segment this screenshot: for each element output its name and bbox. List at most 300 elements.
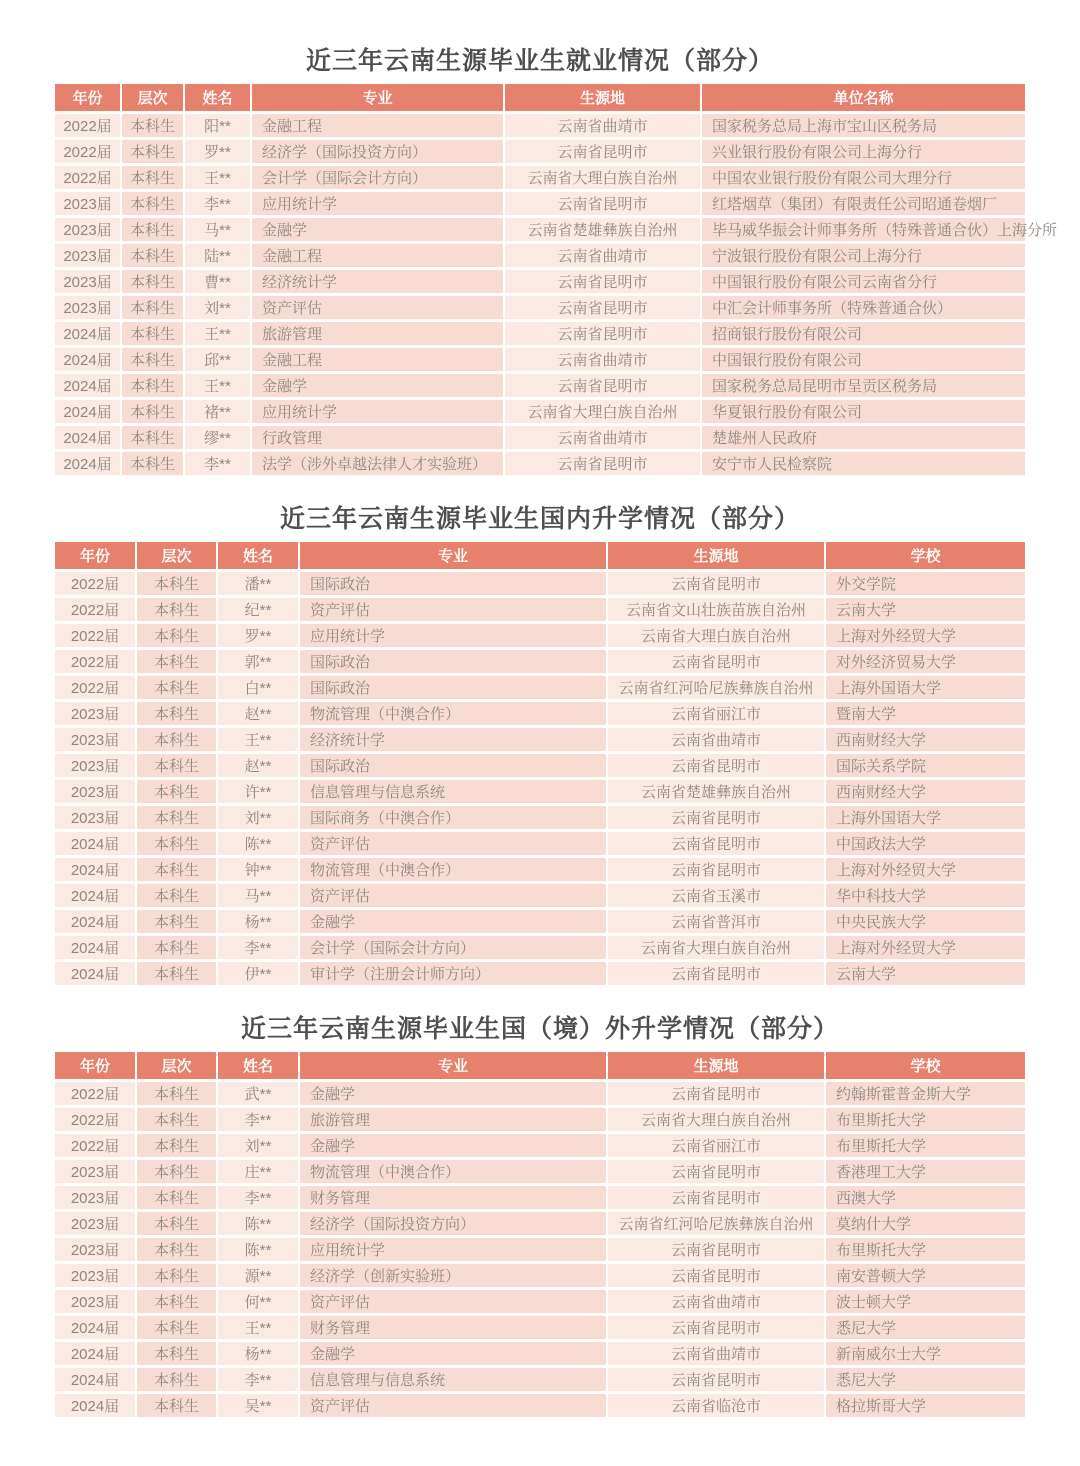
table-cell: 2023届 [55, 192, 122, 218]
table-cell: 云南省曲靖市 [608, 1342, 826, 1368]
table-cell: 云南省大理白族自治州 [608, 624, 826, 650]
table-cell: 金融学 [300, 1342, 608, 1368]
table-cell: 云南大学 [826, 598, 1025, 624]
table-cell: 陈** [218, 1238, 300, 1264]
table-cell: 本科生 [137, 754, 218, 780]
table-cell: 云南省昆明市 [608, 832, 826, 858]
table-row [55, 322, 1025, 348]
table-cell: 陆** [185, 244, 252, 270]
table-cell: 国际关系学院 [826, 754, 1025, 780]
table-cell: 2024届 [55, 348, 122, 374]
table-cell: 2022届 [55, 1108, 137, 1134]
table-cell: 本科生 [137, 832, 218, 858]
table-row [55, 348, 1025, 374]
table-cell: 西南财经大学 [826, 780, 1025, 806]
table-cell: 本科生 [122, 218, 185, 244]
table-cell: 2024届 [55, 322, 122, 348]
table-cell: 会计学（国际会计方向） [300, 936, 608, 962]
table-cell: 本科生 [122, 400, 185, 426]
table-row [55, 374, 1025, 400]
table-cell: 2022届 [55, 140, 122, 166]
table-cell: 2023届 [55, 728, 137, 754]
table-cell: 本科生 [122, 192, 185, 218]
table-cell: 本科生 [122, 296, 185, 322]
table-cell: 云南省普洱市 [608, 910, 826, 936]
table-cell: 王** [218, 1316, 300, 1342]
table-cell: 资产评估 [300, 598, 608, 624]
table-cell: 本科生 [122, 270, 185, 296]
table-cell: 应用统计学 [300, 1238, 608, 1264]
table-cell: 2024届 [55, 936, 137, 962]
table-row [55, 832, 1025, 858]
table-cell: 金融工程 [252, 244, 505, 270]
table-cell: 本科生 [137, 1082, 218, 1108]
table-cell: 王** [218, 728, 300, 754]
table-cell: 刘** [185, 296, 252, 322]
table-row [55, 426, 1025, 452]
column-header: 专业 [300, 542, 608, 572]
column-header: 专业 [300, 1052, 608, 1082]
table-row [55, 728, 1025, 754]
table-cell: 王** [185, 166, 252, 192]
table-cell: 曹** [185, 270, 252, 296]
table-cell: 2024届 [55, 884, 137, 910]
table-cell: 云南省昆明市 [608, 1186, 826, 1212]
table-row [55, 1368, 1025, 1394]
table-cell: 华中科技大学 [826, 884, 1025, 910]
table-cell: 国家税务总局昆明市呈贡区税务局 [702, 374, 1025, 400]
table-cell: 云南省昆明市 [505, 374, 702, 400]
table-cell: 对外经济贸易大学 [826, 650, 1025, 676]
header-row [55, 1052, 1025, 1082]
table-cell: 本科生 [137, 936, 218, 962]
table-cell: 本科生 [137, 780, 218, 806]
table-cell: 2023届 [55, 218, 122, 244]
table-cell: 本科生 [137, 624, 218, 650]
table-cell: 2022届 [55, 676, 137, 702]
table-cell: 云南省昆明市 [608, 806, 826, 832]
table-cell: 本科生 [137, 650, 218, 676]
table-cell: 2023届 [55, 1264, 137, 1290]
table-cell: 2022届 [55, 572, 137, 598]
overseas-study-section [55, 1012, 1025, 1420]
table-cell: 云南省昆明市 [505, 270, 702, 296]
table-cell: 本科生 [122, 348, 185, 374]
table-cell: 罗** [218, 624, 300, 650]
table-cell: 兴业银行股份有限公司上海分行 [702, 140, 1025, 166]
table-cell: 云南省大理白族自治州 [608, 1108, 826, 1134]
table-cell: 信息管理与信息系统 [300, 780, 608, 806]
table-cell: 本科生 [122, 140, 185, 166]
table-cell: 云南省曲靖市 [608, 728, 826, 754]
table-cell: 本科生 [137, 884, 218, 910]
table-cell: 2024届 [55, 1394, 137, 1420]
table-cell: 金融学 [252, 374, 505, 400]
table-row [55, 218, 1025, 244]
table-cell: 本科生 [137, 1342, 218, 1368]
table-row [55, 1342, 1025, 1368]
table-cell: 云南省文山壮族苗族自治州 [608, 598, 826, 624]
table-cell: 云南省昆明市 [608, 1082, 826, 1108]
table-cell: 旅游管理 [252, 322, 505, 348]
table-row [55, 624, 1025, 650]
table-cell: 潘** [218, 572, 300, 598]
table-cell: 毕马威华振会计师事务所（特殊普通合伙）上海分所 [702, 218, 1025, 244]
table-row [55, 858, 1025, 884]
table-cell: 香港理工大学 [826, 1160, 1025, 1186]
table-cell: 上海对外经贸大学 [826, 858, 1025, 884]
table-cell: 2022届 [55, 166, 122, 192]
table-cell: 国际政治 [300, 650, 608, 676]
table-cell: 2022届 [55, 650, 137, 676]
table-cell: 阳** [185, 114, 252, 140]
table-cell: 云南省曲靖市 [608, 1290, 826, 1316]
table-row [55, 754, 1025, 780]
table-row [55, 598, 1025, 624]
table-cell: 2023届 [55, 1212, 137, 1238]
table-cell: 2024届 [55, 1316, 137, 1342]
table-cell: 信息管理与信息系统 [300, 1368, 608, 1394]
table-cell: 国家税务总局上海市宝山区税务局 [702, 114, 1025, 140]
table-cell: 国际政治 [300, 572, 608, 598]
table-cell: 财务管理 [300, 1316, 608, 1342]
table-cell: 云南省昆明市 [608, 1264, 826, 1290]
table-cell: 云南省昆明市 [505, 452, 702, 478]
table-cell: 武** [218, 1082, 300, 1108]
employment-table-title: 近三年云南生源毕业生就业情况（部分） [305, 47, 774, 75]
table-cell: 行政管理 [252, 426, 505, 452]
table-cell: 经济学（国际投资方向） [300, 1212, 608, 1238]
table-cell: 2022届 [55, 598, 137, 624]
table-cell: 2023届 [55, 806, 137, 832]
table-cell: 李** [218, 936, 300, 962]
table-cell: 马** [185, 218, 252, 244]
table-row [55, 1108, 1025, 1134]
table-cell: 资产评估 [300, 832, 608, 858]
table-cell: 陈** [218, 832, 300, 858]
table-cell: 莫纳什大学 [826, 1212, 1025, 1238]
table-cell: 财务管理 [300, 1186, 608, 1212]
table-cell: 旅游管理 [300, 1108, 608, 1134]
table-cell: 2024届 [55, 452, 122, 478]
table-cell: 云南省昆明市 [505, 192, 702, 218]
domestic-study-section [55, 502, 1025, 988]
table-cell: 西南财经大学 [826, 728, 1025, 754]
table-cell: 金融学 [300, 910, 608, 936]
table-cell: 本科生 [137, 1368, 218, 1394]
table-row [55, 1082, 1025, 1108]
table-cell: 悉尼大学 [826, 1316, 1025, 1342]
column-header: 生源地 [608, 542, 826, 572]
table-cell: 2023届 [55, 1186, 137, 1212]
table-cell: 李** [218, 1368, 300, 1394]
table-cell: 本科生 [137, 1264, 218, 1290]
table-cell: 本科生 [137, 1238, 218, 1264]
table-row [55, 400, 1025, 426]
table-cell: 中央民族大学 [826, 910, 1025, 936]
table-cell: 楚雄州人民政府 [702, 426, 1025, 452]
table-cell: 李** [218, 1108, 300, 1134]
table-cell: 本科生 [122, 244, 185, 270]
table-cell: 波士顿大学 [826, 1290, 1025, 1316]
table-cell: 2023届 [55, 1238, 137, 1264]
table-cell: 西澳大学 [826, 1186, 1025, 1212]
table-cell: 云南省玉溪市 [608, 884, 826, 910]
table-cell: 马** [218, 884, 300, 910]
employment-section [55, 44, 1058, 478]
table-row [55, 806, 1025, 832]
table-row [55, 140, 1025, 166]
table-cell: 本科生 [137, 1134, 218, 1160]
table-cell: 2023届 [55, 270, 122, 296]
table-cell: 上海对外经贸大学 [826, 624, 1025, 650]
table-cell: 2024届 [55, 832, 137, 858]
column-header: 姓名 [185, 84, 252, 114]
table-cell: 中汇会计师事务所（特殊普通合伙） [702, 296, 1025, 322]
table-cell: 本科生 [137, 1212, 218, 1238]
table-cell: 本科生 [137, 806, 218, 832]
table-cell: 云南省昆明市 [608, 572, 826, 598]
table-cell: 王** [185, 322, 252, 348]
table-row [55, 676, 1025, 702]
table-cell: 国际商务（中澳合作） [300, 806, 608, 832]
table-cell: 金融工程 [252, 114, 505, 140]
table-cell: 本科生 [122, 322, 185, 348]
table-cell: 云南省曲靖市 [505, 114, 702, 140]
table-cell: 2022届 [55, 114, 122, 140]
table-row [55, 270, 1025, 296]
table-cell: 云南省红河哈尼族彝族自治州 [608, 676, 826, 702]
column-header: 层次 [137, 1052, 218, 1082]
table-cell: 何** [218, 1290, 300, 1316]
table-cell: 云南省昆明市 [608, 1368, 826, 1394]
table-cell: 郭** [218, 650, 300, 676]
table-cell: 资产评估 [300, 884, 608, 910]
table-cell: 本科生 [122, 114, 185, 140]
table-row [55, 1212, 1025, 1238]
table-cell: 本科生 [137, 676, 218, 702]
table-cell: 2023届 [55, 1160, 137, 1186]
table-row [55, 1186, 1025, 1212]
table-row [55, 1134, 1025, 1160]
table-cell: 国际政治 [300, 754, 608, 780]
table-cell: 赵** [218, 754, 300, 780]
table-cell: 云南省昆明市 [608, 1316, 826, 1342]
table-cell: 云南省曲靖市 [505, 426, 702, 452]
table-cell: 经济学（国际投资方向） [252, 140, 505, 166]
table-cell: 资产评估 [300, 1394, 608, 1420]
table-cell: 云南省丽江市 [608, 1134, 826, 1160]
table-row [55, 702, 1025, 728]
column-header: 学校 [826, 542, 1025, 572]
table-cell: 资产评估 [300, 1290, 608, 1316]
table-cell: 招商银行股份有限公司 [702, 322, 1025, 348]
table-cell: 金融学 [300, 1082, 608, 1108]
table-cell: 云南省昆明市 [505, 322, 702, 348]
column-header: 单位名称 [702, 84, 1025, 114]
table-cell: 2023届 [55, 244, 122, 270]
table-cell: 2022届 [55, 1134, 137, 1160]
table-cell: 伊** [218, 962, 300, 988]
table-cell: 经济统计学 [252, 270, 505, 296]
column-header: 专业 [252, 84, 505, 114]
table-cell: 物流管理（中澳合作） [300, 1160, 608, 1186]
table-row [55, 962, 1025, 988]
column-header: 学校 [826, 1052, 1025, 1082]
table-cell: 云南省丽江市 [608, 702, 826, 728]
table-cell: 格拉斯哥大学 [826, 1394, 1025, 1420]
table-cell: 2023届 [55, 780, 137, 806]
employment-table [55, 84, 1058, 478]
table-cell: 审计学（注册会计师方向） [300, 962, 608, 988]
table-cell: 本科生 [137, 598, 218, 624]
column-header: 年份 [55, 84, 122, 114]
table-cell: 法学（涉外卓越法律人才实验班） [252, 452, 505, 478]
table-row [55, 1238, 1025, 1264]
table-cell: 云南省临沧市 [608, 1394, 826, 1420]
domestic-study-table [55, 542, 1025, 988]
table-cell: 2024届 [55, 858, 137, 884]
table-row [55, 572, 1025, 598]
table-cell: 华夏银行股份有限公司 [702, 400, 1025, 426]
table-cell: 经济学（创新实验班） [300, 1264, 608, 1290]
table-cell: 暨南大学 [826, 702, 1025, 728]
column-header: 层次 [137, 542, 218, 572]
table-cell: 2024届 [55, 962, 137, 988]
table-cell: 陈** [218, 1212, 300, 1238]
table-cell: 应用统计学 [252, 400, 505, 426]
table-cell: 约翰斯霍普金斯大学 [826, 1082, 1025, 1108]
table-cell: 云南省昆明市 [505, 140, 702, 166]
column-header: 层次 [122, 84, 185, 114]
table-cell: 物流管理（中澳合作） [300, 858, 608, 884]
table-cell: 2024届 [55, 910, 137, 936]
table-row [55, 1316, 1025, 1342]
table-cell: 上海外国语大学 [826, 676, 1025, 702]
table-cell: 应用统计学 [252, 192, 505, 218]
table-cell: 金融工程 [252, 348, 505, 374]
table-row [55, 1290, 1025, 1316]
table-cell: 云南省昆明市 [608, 1238, 826, 1264]
table-row [55, 452, 1025, 478]
column-header: 年份 [55, 542, 137, 572]
table-cell: 2023届 [55, 754, 137, 780]
table-row [55, 910, 1025, 936]
table-cell: 云南大学 [826, 962, 1025, 988]
table-cell: 吴** [218, 1394, 300, 1420]
table-cell: 布里斯托大学 [826, 1238, 1025, 1264]
table-cell: 王** [185, 374, 252, 400]
column-header: 姓名 [218, 1052, 300, 1082]
table-cell: 云南省楚雄彝族自治州 [505, 218, 702, 244]
table-row [55, 780, 1025, 806]
table-cell: 中国政法大学 [826, 832, 1025, 858]
table-row [55, 244, 1025, 270]
table-cell: 会计学（国际会计方向） [252, 166, 505, 192]
table-cell: 新南威尔士大学 [826, 1342, 1025, 1368]
table-row [55, 1160, 1025, 1186]
table-cell: 云南省昆明市 [608, 962, 826, 988]
table-row [55, 884, 1025, 910]
table-row [55, 192, 1025, 218]
table-cell: 云南省曲靖市 [505, 348, 702, 374]
table-cell: 云南省昆明市 [608, 1160, 826, 1186]
table-cell: 布里斯托大学 [826, 1134, 1025, 1160]
table-cell: 杨** [218, 910, 300, 936]
table-cell: 云南省大理白族自治州 [608, 936, 826, 962]
table-cell: 纪** [218, 598, 300, 624]
table-cell: 2024届 [55, 1368, 137, 1394]
table-cell: 云南省大理白族自治州 [505, 400, 702, 426]
table-cell: 源** [218, 1264, 300, 1290]
table-cell: 2023届 [55, 296, 122, 322]
table-cell: 李** [185, 192, 252, 218]
table-cell: 云南省楚雄彝族自治州 [608, 780, 826, 806]
table-cell: 2023届 [55, 702, 137, 728]
table-cell: 2022届 [55, 624, 137, 650]
table-cell: 宁波银行股份有限公司上海分行 [702, 244, 1025, 270]
overseas-study-table-title: 近三年云南生源毕业生国（境）外升学情况（部分） [240, 1015, 839, 1043]
table-cell: 云南省红河哈尼族彝族自治州 [608, 1212, 826, 1238]
table-cell: 金融学 [300, 1134, 608, 1160]
table-cell: 2024届 [55, 374, 122, 400]
table-cell: 2024届 [55, 426, 122, 452]
table-cell: 本科生 [137, 1160, 218, 1186]
table-cell: 本科生 [137, 1108, 218, 1134]
column-header: 生源地 [505, 84, 702, 114]
table-cell: 物流管理（中澳合作） [300, 702, 608, 728]
table-cell: 刘** [218, 1134, 300, 1160]
table-cell: 上海对外经贸大学 [826, 936, 1025, 962]
table-cell: 赵** [218, 702, 300, 728]
column-header: 生源地 [608, 1052, 826, 1082]
table-cell: 南安普顿大学 [826, 1264, 1025, 1290]
table-cell: 白** [218, 676, 300, 702]
table-cell: 本科生 [137, 702, 218, 728]
table-cell: 2024届 [55, 400, 122, 426]
table-cell: 悉尼大学 [826, 1368, 1025, 1394]
table-cell: 红塔烟草（集团）有限责任公司昭通卷烟厂 [702, 192, 1025, 218]
table-cell: 本科生 [122, 374, 185, 400]
table-cell: 安宁市人民检察院 [702, 452, 1025, 478]
table-cell: 云南省昆明市 [608, 650, 826, 676]
table-cell: 罗** [185, 140, 252, 166]
table-cell: 本科生 [137, 728, 218, 754]
table-cell: 李** [218, 1186, 300, 1212]
table-cell: 中国农业银行股份有限公司大理分行 [702, 166, 1025, 192]
table-cell: 云南省昆明市 [608, 858, 826, 884]
table-row [55, 166, 1025, 192]
table-cell: 钟** [218, 858, 300, 884]
table-cell: 本科生 [122, 426, 185, 452]
table-cell: 上海外国语大学 [826, 806, 1025, 832]
table-cell: 本科生 [122, 452, 185, 478]
table-row [55, 114, 1025, 140]
table-cell: 庄** [218, 1160, 300, 1186]
table-cell: 云南省昆明市 [505, 296, 702, 322]
table-cell: 云南省昆明市 [608, 754, 826, 780]
table-cell: 本科生 [122, 166, 185, 192]
table-cell: 国际政治 [300, 676, 608, 702]
table-cell: 本科生 [137, 910, 218, 936]
table-cell: 李** [185, 452, 252, 478]
table-row [55, 936, 1025, 962]
table-cell: 本科生 [137, 962, 218, 988]
table-cell: 杨** [218, 1342, 300, 1368]
table-cell: 本科生 [137, 1290, 218, 1316]
table-cell: 中国银行股份有限公司 [702, 348, 1025, 374]
table-row [55, 296, 1025, 322]
